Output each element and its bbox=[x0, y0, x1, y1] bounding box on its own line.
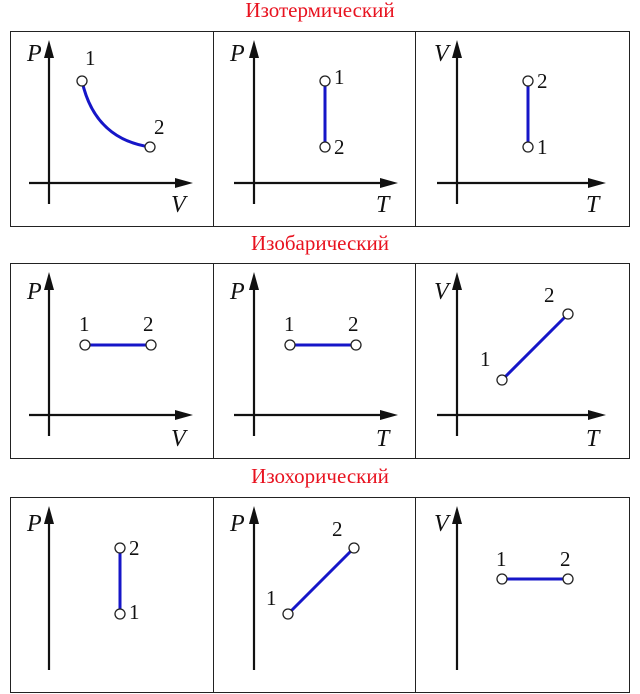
panel-pt-isobaric bbox=[213, 264, 417, 458]
y-axis-arrow bbox=[249, 272, 259, 290]
state-point-2 bbox=[563, 574, 573, 584]
state-point-1 bbox=[285, 340, 295, 350]
state-label-2: 2 bbox=[154, 115, 165, 139]
state-point-1 bbox=[80, 340, 90, 350]
state-point-2 bbox=[349, 543, 359, 553]
x-axis-label: T bbox=[586, 192, 600, 218]
state-label-2: 2 bbox=[560, 547, 571, 571]
state-point-2 bbox=[146, 340, 156, 350]
isotherm-curve bbox=[82, 81, 150, 147]
x-axis-arrow bbox=[380, 178, 398, 188]
state-label-2: 2 bbox=[143, 312, 154, 336]
y-axis-arrow bbox=[249, 506, 259, 524]
x-axis-arrow bbox=[380, 410, 398, 420]
pv-isobaric-graph bbox=[11, 264, 214, 460]
y-axis-label: P bbox=[27, 511, 42, 537]
vt-isobaric-graph bbox=[416, 264, 632, 460]
pt-isobaric-graph bbox=[214, 264, 417, 460]
panel-vt-isobaric bbox=[415, 264, 619, 458]
state-label-1: 1 bbox=[537, 135, 548, 159]
y-axis-label: V bbox=[434, 41, 449, 67]
state-point-2 bbox=[351, 340, 361, 350]
state-point-1 bbox=[497, 375, 507, 385]
y-axis-label: P bbox=[27, 41, 42, 67]
isochore-line bbox=[288, 548, 354, 614]
diagram-row-isothermal bbox=[10, 31, 630, 227]
state-label-1: 1 bbox=[334, 65, 345, 89]
diagram-row-isochoric bbox=[10, 497, 630, 693]
y-axis-label: V bbox=[434, 279, 449, 305]
x-axis-label: T bbox=[376, 426, 390, 452]
x-axis-arrow bbox=[175, 410, 193, 420]
state-label-2: 2 bbox=[334, 135, 345, 159]
state-point-2 bbox=[563, 309, 573, 319]
diagram-row-isobaric bbox=[10, 263, 630, 459]
y-axis-arrow bbox=[44, 506, 54, 524]
state-label-1: 1 bbox=[284, 312, 295, 336]
state-point-2 bbox=[523, 76, 533, 86]
state-label-1: 1 bbox=[129, 600, 140, 624]
x-axis-arrow bbox=[588, 410, 606, 420]
panel-vt-isochoric bbox=[415, 498, 619, 692]
state-label-2: 2 bbox=[129, 536, 140, 560]
pv-isochoric-graph bbox=[11, 498, 214, 694]
state-point-2 bbox=[145, 142, 155, 152]
vt-isochoric-graph bbox=[416, 498, 632, 694]
panel-pv-isobaric bbox=[11, 264, 214, 458]
y-axis-arrow bbox=[452, 272, 462, 290]
state-label-2: 2 bbox=[537, 69, 548, 93]
state-label-1: 1 bbox=[85, 46, 96, 70]
state-label-2: 2 bbox=[332, 517, 343, 541]
state-point-1 bbox=[115, 609, 125, 619]
section-title-isochoric: Изохорический bbox=[251, 464, 389, 488]
y-axis-arrow bbox=[249, 40, 259, 58]
state-label-1: 1 bbox=[496, 547, 507, 571]
y-axis-label: V bbox=[434, 511, 449, 537]
y-axis-arrow bbox=[452, 40, 462, 58]
x-axis-label: T bbox=[586, 426, 600, 452]
state-label-2: 2 bbox=[544, 283, 555, 307]
y-axis-label: P bbox=[230, 41, 245, 67]
state-point-1 bbox=[283, 609, 293, 619]
isobar-line bbox=[502, 314, 568, 380]
state-label-1: 1 bbox=[266, 586, 277, 610]
state-label-1: 1 bbox=[79, 312, 90, 336]
state-point-1 bbox=[320, 76, 330, 86]
state-point-1 bbox=[523, 142, 533, 152]
y-axis-label: P bbox=[27, 279, 42, 305]
x-axis-arrow bbox=[175, 178, 193, 188]
state-label-1: 1 bbox=[480, 347, 491, 371]
x-axis-label: V bbox=[171, 192, 186, 218]
y-axis-label: P bbox=[230, 511, 245, 537]
state-point-2 bbox=[320, 142, 330, 152]
pt-isochoric-graph bbox=[214, 498, 417, 694]
y-axis-arrow bbox=[452, 506, 462, 524]
pt-isothermal-graph bbox=[214, 32, 417, 228]
pv-isothermal-graph bbox=[11, 32, 214, 228]
section-title-isothermal: Изотермический bbox=[245, 0, 395, 22]
panel-vt-isothermal bbox=[415, 32, 619, 226]
state-point-1 bbox=[497, 574, 507, 584]
x-axis-label: T bbox=[376, 192, 390, 218]
vt-isothermal-graph bbox=[416, 32, 632, 228]
state-point-2 bbox=[115, 543, 125, 553]
x-axis-label: V bbox=[171, 426, 186, 452]
panel-pv-isothermal bbox=[11, 32, 214, 226]
x-axis-arrow bbox=[588, 178, 606, 188]
panel-pt-isothermal bbox=[213, 32, 417, 226]
panel-pt-isochoric bbox=[213, 498, 417, 692]
state-point-1 bbox=[77, 76, 87, 86]
y-axis-arrow bbox=[44, 40, 54, 58]
y-axis-label: P bbox=[230, 279, 245, 305]
section-title-isobaric: Изобарический bbox=[251, 231, 389, 255]
state-label-2: 2 bbox=[348, 312, 359, 336]
panel-pv-isochoric bbox=[11, 498, 214, 692]
y-axis-arrow bbox=[44, 272, 54, 290]
